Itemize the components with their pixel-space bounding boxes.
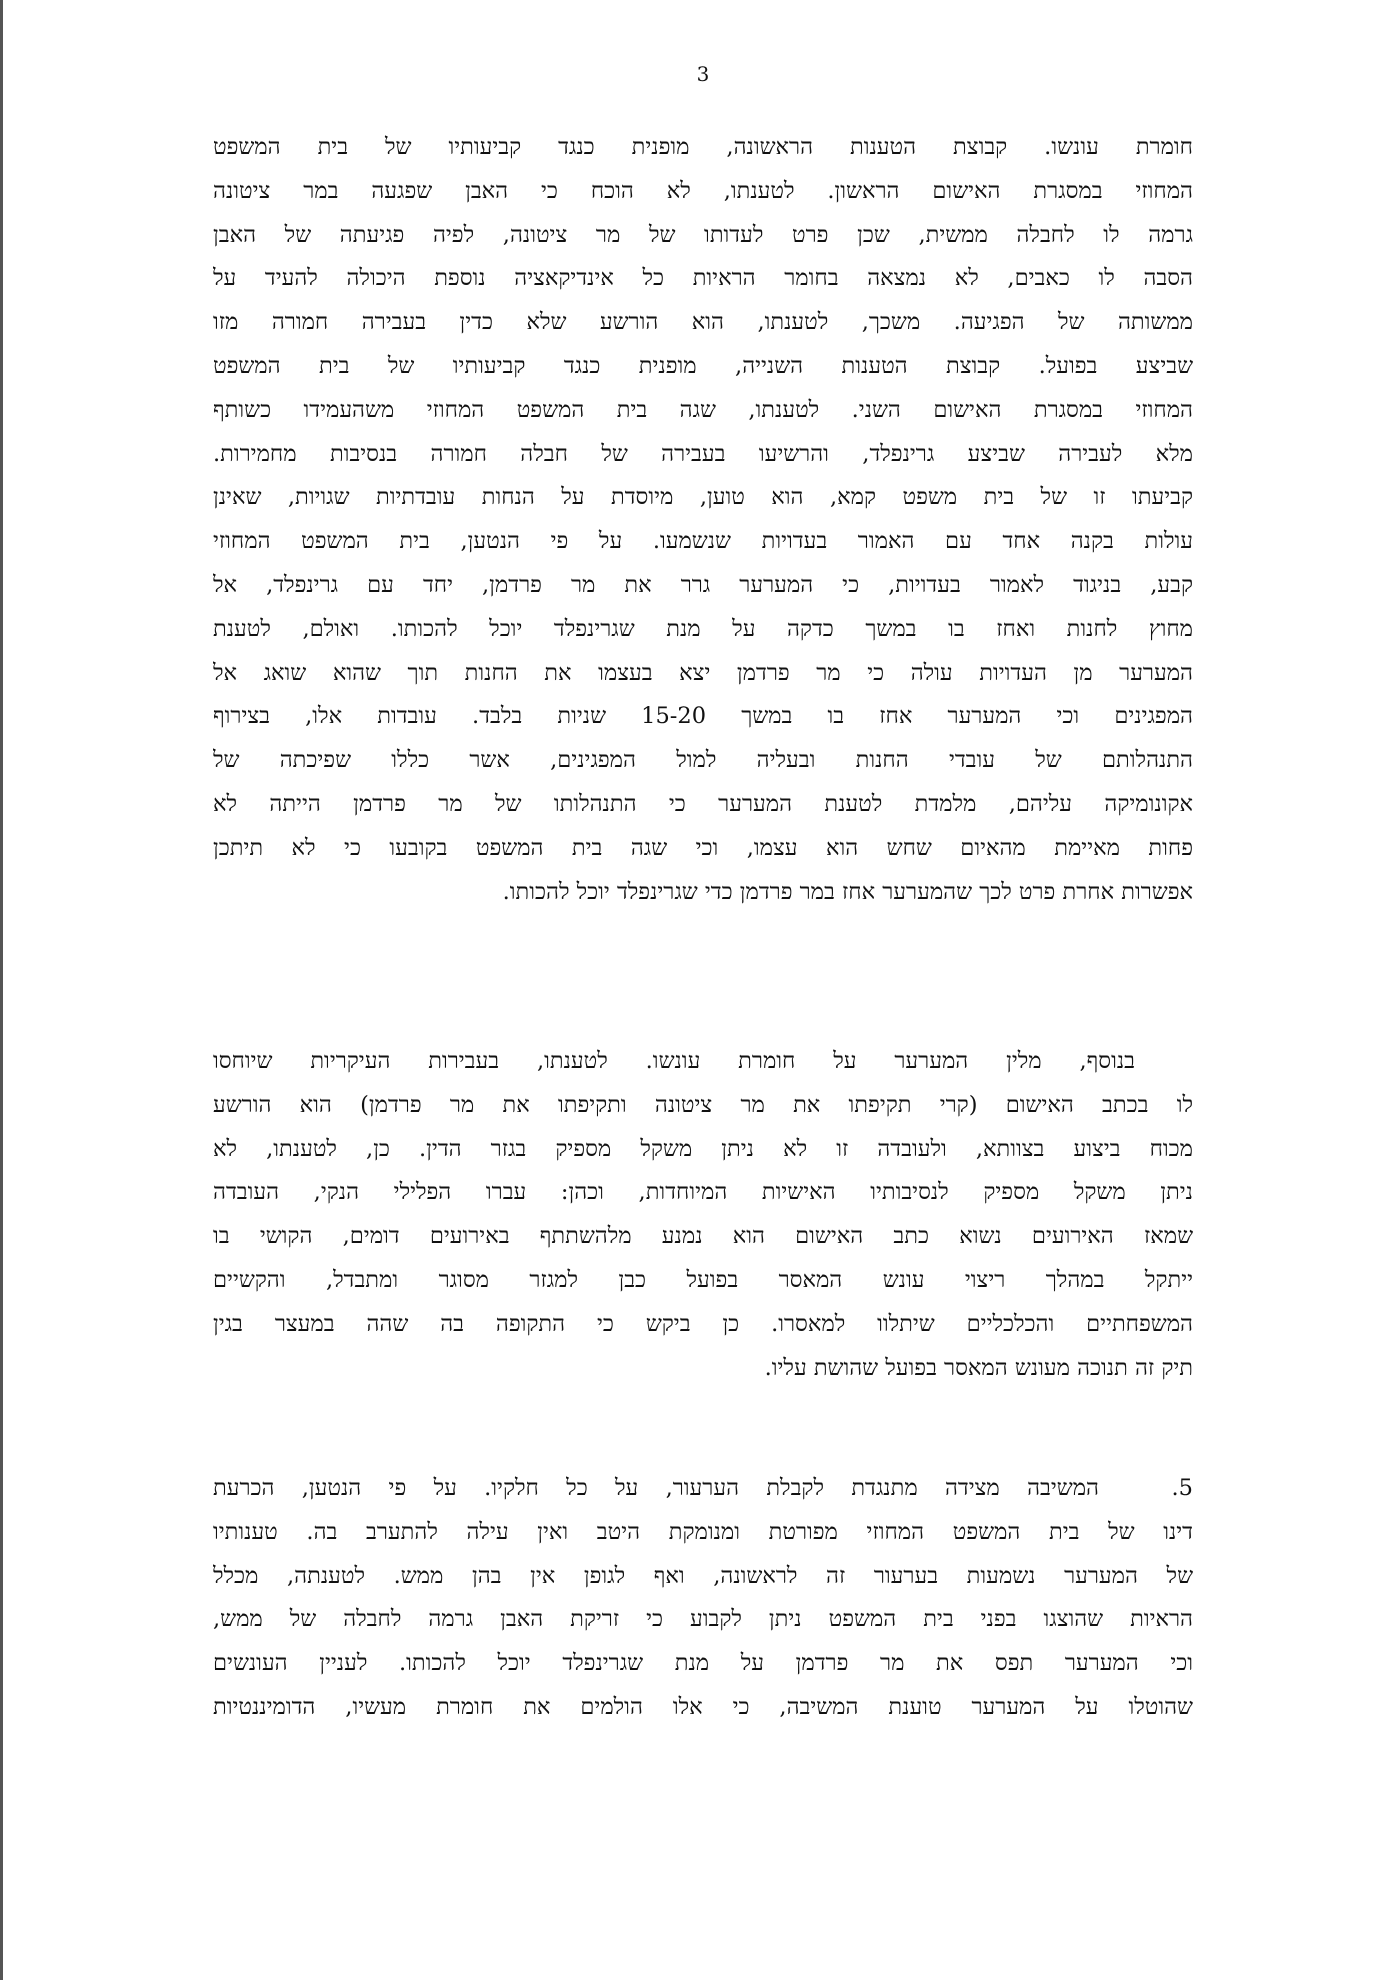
text-line: המערער מן העדויות עולה כי מר פרדמן יצא בעצמו את החנות תוך שהוא שואג אל: [213, 659, 1193, 686]
text-line: שהוטלו על המערער טוענת המשיבה, כי אלו הולמים את חומרת מעשיו, הדומיננטיות: [213, 1693, 1193, 1720]
text-line: המחוזי במסגרת האישום הראשון. לטענתו, לא הוכח כי האבן שפגעה במר ציטונה: [213, 177, 1193, 204]
text-line: הסבה לו כאבים, לא נמצאה בחומר הראיות כל אינדיקאציה נוספת היכולה להעיד על: [213, 265, 1193, 292]
paragraph-sentence-claims: [213, 1040, 1193, 1390]
text-line: בנוסף, מלין המערער על חומרת עונשו. לטענתו, בעבירות העיקריות שיוחסו: [213, 1048, 1135, 1074]
text-line: של המערער נשמעות בערעור זה לראשונה, ואף לגופן אין בהן ממש. לטענתה, מכלל: [213, 1562, 1193, 1589]
text-line: מכוח ביצוע בצוותא, ולעובדה זו לא ניתן משקל מספיק בגזר הדין. כן, לטענתו, לא: [213, 1135, 1193, 1162]
text-line: ניתן משקל מספיק לנסיבותיו האישיות המיוחדות, וכהן: עברו הפלילי הנקי, העובדה: [213, 1179, 1193, 1206]
text-line: פחות מאיימת מהאיום שחש הוא עצמו, וכי שגה בית המשפט בקובעו כי לא תיתכן: [213, 834, 1193, 861]
text-line: שמאז האירועים נשוא כתב האישום הוא נמנע מלהשתתף באירועים דומים, הקושי בו: [213, 1223, 1193, 1250]
text-line: שביצע בפועל. קבוצת הטענות השנייה, מופנית כנגד קביעותיו של בית המשפט: [213, 352, 1193, 379]
paragraph-respondent-position: [213, 1467, 1193, 1730]
text-line: [213, 1467, 1193, 1511]
paragraph-number: 5.: [1171, 1475, 1193, 1501]
text-line: דינו של בית המשפט המחוזי מפורטת ומנומקת היטב ואין עילה להתערב בה. טענותיו: [213, 1518, 1193, 1545]
text-line: חומרת עונשו. קבוצת הטענות הראשונה, מופנית כנגד קביעותיו של בית המשפט: [213, 134, 1193, 160]
page-number: 3: [696, 62, 710, 86]
text-line: מחוץ לחנות ואחז בו במשך כדקה על מנת שגרינפלד יוכל להכותו. ואולם, לטענת: [213, 615, 1193, 642]
text-line: גרמה לו לחבלה ממשית, שכן פרט לעדותו של מר ציטונה, לפיה פגיעתה של האבן: [213, 221, 1193, 248]
text-line: המשפחתיים והכלכליים שיתלוו למאסרו. כן ביקש כי התקופה בה שהה במעצר בגין: [213, 1310, 1193, 1337]
text-line: אקונומיקה עליהם, מלמדת לטענת המערער כי התנהלותו של מר פרדמן הייתה לא: [213, 790, 1193, 817]
text-line: עולות בקנה אחד עם האמור בעדויות שנשמעו. על פי הנטען, בית המשפט המחוזי: [213, 528, 1193, 555]
text-line: לו בכתב האישום (קרי תקיפתו את מר ציטונה ותקיפתו את מר פרדמן) הוא הורשע: [213, 1091, 1193, 1118]
text-line: המחוזי במסגרת האישום השני. לטענתו, שגה בית המשפט המחוזי משהעמידו כשותף: [213, 396, 1193, 423]
text-line: קבע, בניגוד לאמור בעדויות, כי המערער גרר את מר פרדמן, יחד עם גרינפלד, אל: [213, 571, 1193, 598]
text-line: ממשותה של הפגיעה. משכך, לטענתו, הוא הורשע שלא כדין בעבירה חמורה מזו: [213, 309, 1193, 336]
text-line: ייתקל במהלך ריצוי עונש המאסר בפועל כבן למגזר מסוגר ומתבדל, והקשיים: [213, 1266, 1193, 1293]
text-line-body: המשיבה מצידה מתנגדת לקבלת הערעור, על כל חלקיו. על פי הנטען, הכרעת: [213, 1475, 1099, 1501]
text-line: תיק זה תנוכה מעונש המאסר בפועל שהושת עליו.: [764, 1354, 1193, 1381]
text-line: המפגינים וכי המערער אחז בו במשך 15-20 שניות בלבד. עובדות אלו, בצירוף: [213, 703, 1193, 730]
text-line: מלא לעבירה שביצע גרינפלד, והרשיעו בעבירה של חבלה חמורה בנסיבות מחמירות.: [213, 440, 1193, 467]
paragraph-appellant-claims: [213, 126, 1193, 914]
text-line: קביעתו זו של בית משפט קמא, הוא טוען, מיוסדת על הנחות עובדתיות שגויות, שאינן: [213, 484, 1193, 511]
text-line: וכי המערער תפס את מר פרדמן על מנת שגרינפלד יוכל להכותו. לעניין העונשים: [213, 1650, 1193, 1677]
text-line: אפשרות אחרת פרט לכך שהמערער אחז במר פרדמן כדי שגרינפלד יוכל להכותו.: [502, 878, 1193, 905]
text-line: התנהלותם של עובדי החנות ובעליה למול המפגינים, אשר כללו שפיכתה של: [213, 747, 1193, 774]
text-line: הראיות שהוצגו בפני בית המשפט ניתן לקבוע כי זריקת האבן גרמה לחבלה של ממש,: [213, 1606, 1193, 1633]
